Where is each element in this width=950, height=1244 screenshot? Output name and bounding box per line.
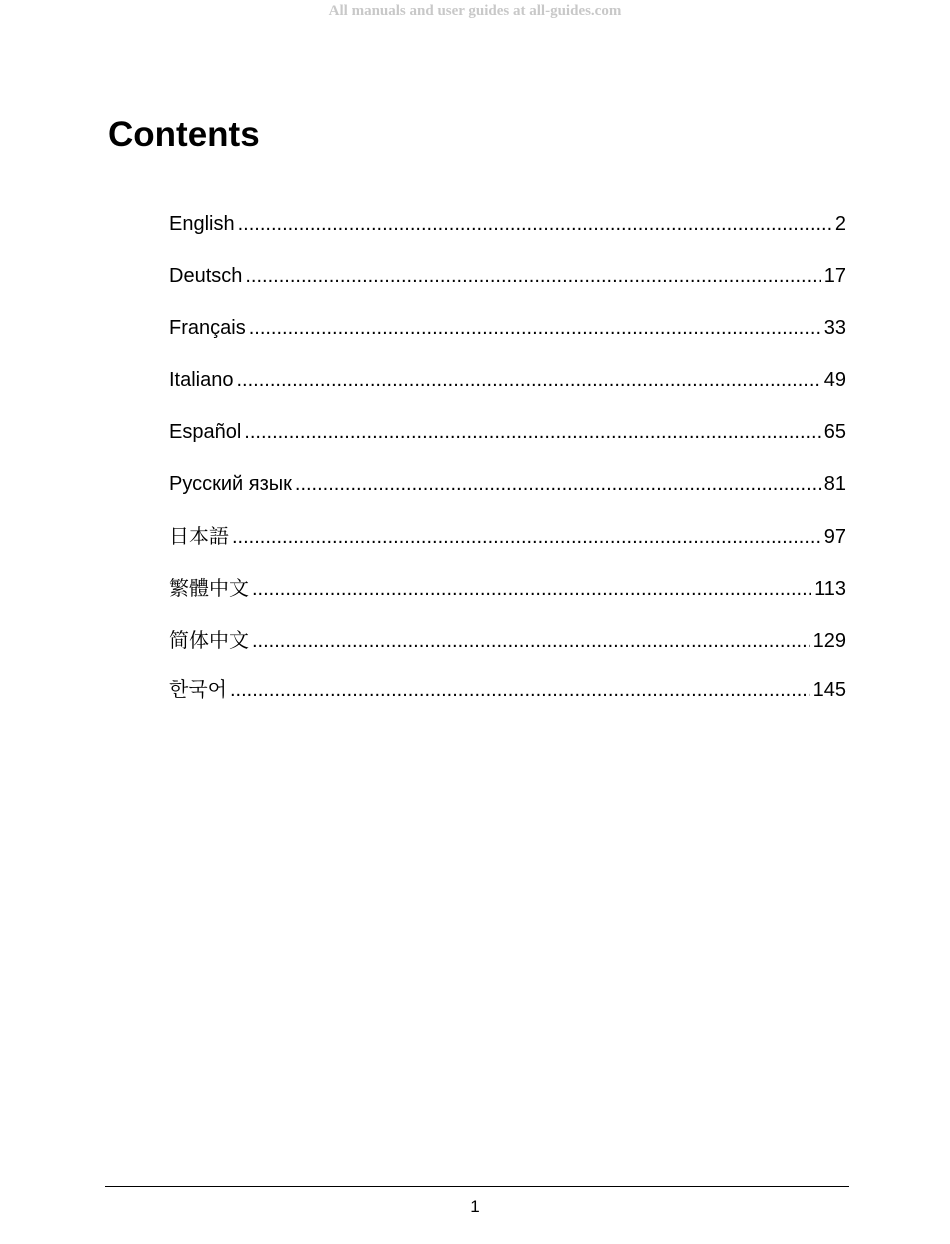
dot-leader <box>244 415 820 449</box>
toc-entry-label: Italiano <box>169 369 234 391</box>
toc-entry-label: 简体中文 <box>169 628 249 652</box>
page-number: 1 <box>470 1197 480 1216</box>
toc-entry-page: 49 <box>823 369 846 391</box>
toc-entry-page: 97 <box>823 526 846 548</box>
toc-entry-traditional-chinese[interactable] <box>169 571 846 623</box>
dot-leader <box>252 572 811 606</box>
toc-entry-page: 2 <box>834 213 846 235</box>
toc-entry-espanol[interactable] <box>169 415 846 467</box>
toc-entry-label: 繁體中文 <box>169 576 249 600</box>
dot-leader <box>230 673 810 707</box>
dot-leader <box>237 363 821 397</box>
toc-entry-page: 129 <box>812 630 846 652</box>
toc-entry-russian[interactable] <box>169 467 846 519</box>
toc-entry-label: Español <box>169 421 242 443</box>
toc-entry-label: Français <box>169 317 246 339</box>
toc-entry-korean[interactable] <box>169 672 846 712</box>
toc-entry-label: 한국어 <box>169 677 227 701</box>
dot-leader <box>252 624 810 658</box>
toc-entry-italiano[interactable] <box>169 363 846 415</box>
toc-entry-page: 145 <box>812 679 846 701</box>
toc-entry-page: 33 <box>823 317 846 339</box>
toc-entry-francais[interactable] <box>169 311 846 363</box>
toc-entry-english[interactable] <box>169 207 846 259</box>
page-title: Contents <box>108 115 260 154</box>
toc-entry-label: Русский язык <box>169 473 292 495</box>
toc-entry-page: 81 <box>823 473 846 495</box>
dot-leader <box>249 311 821 345</box>
watermark-text: All manuals and user guides at all-guides.com <box>328 3 622 19</box>
dot-leader <box>295 467 821 501</box>
toc-entry-simplified-chinese[interactable] <box>169 623 846 675</box>
toc-entry-deutsch[interactable] <box>169 259 846 311</box>
table-of-contents <box>169 207 846 712</box>
dot-leader <box>238 207 832 241</box>
footer-divider <box>105 1186 849 1187</box>
toc-entry-label: English <box>169 213 235 235</box>
toc-entry-page: 113 <box>814 578 846 600</box>
toc-entry-page: 65 <box>823 421 846 443</box>
toc-entry-label: Deutsch <box>169 265 243 287</box>
toc-entry-page: 17 <box>823 265 846 287</box>
dot-leader <box>232 520 821 554</box>
toc-entry-label: 日本語 <box>169 524 229 548</box>
dot-leader <box>245 259 820 293</box>
toc-entry-japanese[interactable] <box>169 519 846 571</box>
